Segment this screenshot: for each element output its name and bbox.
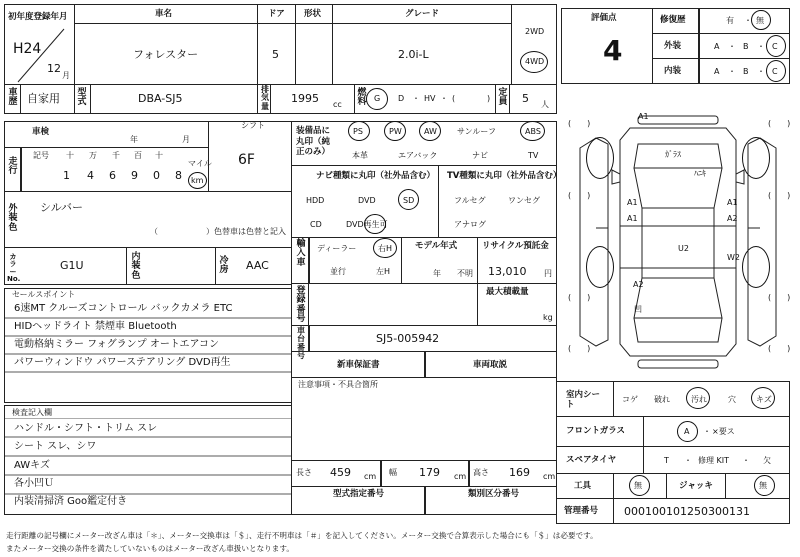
aircon-value: AAC: [246, 259, 269, 272]
import-dealer: ディーラー: [317, 244, 357, 253]
jack-value: 無: [759, 481, 767, 490]
drive-2wd: 2WD: [525, 27, 545, 36]
car-label: 車名: [155, 9, 173, 19]
diagram-mark-left-a1b: A1: [627, 214, 638, 223]
seat-tear: 破れ: [654, 395, 670, 404]
displacement-unit: cc: [333, 100, 342, 109]
int-dot2: ・: [757, 67, 765, 76]
ext-a: A: [714, 42, 720, 51]
diagram-mark-rear-a2: A2: [633, 280, 644, 289]
diagram-mark-front-a1: A1: [638, 112, 649, 121]
navi-cd: CD: [310, 220, 322, 229]
size-height-unit: cm: [543, 472, 556, 481]
inspection-year: 年: [130, 135, 138, 144]
inspector-label: 検査記入欄: [12, 408, 52, 417]
glass-replace: ×要ス: [712, 427, 735, 436]
color-cell: [4, 191, 292, 248]
diagram-mark-hk: ﾊﾆｷ: [694, 169, 706, 178]
drive-4wd: 4WD: [525, 57, 545, 66]
score-label: 評価点: [591, 13, 617, 23]
colorno-label: カラーNo.: [7, 253, 21, 284]
usage-value: 自家用: [27, 92, 60, 105]
int-c: C: [772, 67, 778, 76]
repair-label: 修復歴: [660, 15, 686, 25]
equip-airbag: エアバック: [398, 151, 438, 160]
tv-oneseg: ワンセグ: [508, 196, 540, 205]
capacity-label: 定員: [498, 88, 508, 108]
aircon-label: 冷房: [219, 256, 229, 276]
seat-dirt: 汚れ: [691, 395, 707, 404]
fuel-label: 燃料: [357, 88, 367, 108]
regno-label: 登録番号: [296, 286, 306, 325]
tv-label: TV種類に丸印（社外品含む）: [447, 171, 562, 181]
shift-label: シフト: [241, 121, 265, 130]
diagram-mark-w2: W2: [727, 253, 740, 262]
interior-color-label: 内装色: [131, 252, 141, 281]
diagram-mark-right-a1: A1: [727, 198, 738, 207]
inspection-label: 車検: [32, 127, 50, 137]
warranty-new: 新車保証書: [337, 360, 380, 370]
ext-c: C: [772, 42, 778, 51]
size-height-label: 高さ: [473, 468, 489, 477]
inspector-line-4: 各小凹Ｕ: [14, 478, 54, 489]
int-a: A: [714, 67, 720, 76]
notes-cell: [291, 377, 557, 461]
seat-label: 室内シート: [566, 390, 601, 411]
model-year-label: モデル年式: [415, 241, 458, 251]
diagram-mark-glass: ｶﾞﾗｽ: [665, 150, 681, 159]
capacity-unit: 人: [541, 100, 549, 109]
mileage-digit-6: 8: [175, 169, 182, 182]
equipment-label: 装備品に丸印（純正のみ）: [296, 126, 331, 158]
navi-dvdplay: DVD再生可: [346, 220, 388, 229]
size-width-unit: cm: [454, 472, 467, 481]
max-load-unit: kg: [543, 313, 553, 322]
seat-hole: 穴: [728, 395, 736, 404]
frame-value: SJ5-005942: [376, 332, 440, 345]
mileage-unit: km: [191, 176, 204, 185]
color-value: シルバー: [40, 201, 83, 214]
model-label: 型式: [77, 88, 87, 108]
recycle-label: リサイクル預託金: [482, 241, 549, 251]
repair-no: 無: [756, 16, 764, 25]
wheel-rear-left: [586, 246, 614, 288]
mileage-digit-3: 6: [109, 169, 116, 182]
navi-dvd: DVD: [358, 196, 376, 205]
fuel-d: D: [398, 94, 405, 103]
door-label: ドア: [268, 9, 285, 19]
model-year-year: 年: [433, 269, 441, 278]
capacity-value: 5: [522, 92, 529, 105]
recycle-unit: 円: [544, 269, 552, 278]
equip-ps: PS: [353, 127, 363, 136]
footer-line-1: 走行距離の記号欄にメーター改ざん車は「＊」、メーター交換車は「＄」、走行不明車は「＃」を記入してください。メーター交換で合算表示した場合にも「＄」は必要です。: [6, 531, 598, 540]
glass-a: A: [684, 427, 690, 436]
colorno-value: G1U: [60, 259, 84, 272]
mileage-col-10k: 十: [66, 151, 74, 160]
diagram-mark-dent: 凹: [634, 305, 642, 314]
spare-dot1: ・: [684, 456, 692, 465]
size-length: 459: [330, 466, 351, 479]
equip-aw: AW: [424, 127, 437, 136]
reg-era-year: H24: [13, 41, 42, 57]
wheel-rear-right: [742, 246, 770, 288]
tools-value: 無: [634, 481, 642, 490]
spare-kit: 修理 KIT: [698, 456, 730, 465]
size-length-label: 長さ: [296, 468, 312, 477]
model-value: DBA-SJ5: [138, 92, 183, 105]
import-parallel: 並行: [330, 267, 346, 276]
score-value: 4: [603, 34, 623, 67]
wheel-front-right: [742, 137, 770, 179]
mileage-col-juu: 十: [155, 151, 163, 160]
displacement-value: 1995: [291, 92, 319, 105]
equip-abs: ABS: [525, 127, 541, 136]
seat-burn: コゲ: [622, 395, 638, 404]
spare-dot2: ・: [742, 456, 750, 465]
fuel-paren-open: (: [452, 94, 456, 103]
size-length-unit: cm: [364, 472, 377, 481]
equip-navi: ナビ: [472, 151, 488, 160]
color-label: 外装色: [8, 204, 18, 233]
repair-dot: ・: [744, 16, 752, 25]
mileage-col-sen: 千: [112, 151, 120, 160]
diagram-paren-5: ( ): [568, 293, 591, 302]
diagram-mark-left-a1: A1: [627, 198, 638, 207]
notes-label: 注意事項・不具合箇所: [298, 380, 378, 389]
inspection-month: 月: [182, 135, 190, 144]
glass-label: フロントガラス: [566, 426, 625, 436]
ext-dot2: ・: [757, 42, 765, 51]
spare-label: スペアタイヤ: [566, 455, 617, 465]
inspector-line-2: シート スレ、シワ: [14, 441, 97, 452]
usage-label: 車歴: [8, 88, 18, 108]
navi-hdd: HDD: [306, 196, 325, 205]
size-width: 179: [419, 466, 440, 479]
displacement-label: 排気量: [261, 85, 269, 111]
glass-dot: ・: [703, 427, 711, 436]
equip-pw: PW: [389, 127, 402, 136]
typespec-label: 型式指定番号: [333, 489, 385, 499]
size-height: 169: [509, 466, 530, 479]
navi-label: ナビ種類に丸印（社外品含む）: [316, 171, 436, 181]
mileage-label: 走行: [8, 157, 18, 177]
frame-label: 車台番号: [297, 326, 305, 361]
sales-label: セールスポイント: [12, 290, 76, 299]
mileage-col-man: 万: [89, 151, 97, 160]
mileage-col-mile: マイル: [188, 159, 212, 168]
diagram-paren-7: ( ): [568, 344, 591, 353]
reg-month: 12: [47, 62, 61, 75]
footer-line-2: またメーター交換の条件を満たしていないものはメーター改ざん車扱いとなります。: [6, 544, 294, 553]
fuel-hv: HV: [424, 94, 436, 103]
jack-label: ジャッキ: [679, 481, 713, 491]
tools-label: 工具: [574, 481, 592, 491]
sales-line-4: パワーウィンドウ パワーステアリング DVD再生: [14, 357, 231, 368]
car-name: フォレスター: [133, 48, 199, 61]
model-year-unknown: 不明: [457, 269, 473, 278]
int-label: 内装: [664, 66, 682, 76]
diagram-mark-right-a2: A2: [727, 214, 738, 223]
mileage-digit-5: 0: [153, 169, 160, 182]
grade-label: グレード: [405, 9, 440, 19]
int-dot1: ・: [728, 67, 736, 76]
recycle-value: 13,010: [488, 265, 527, 278]
mgmt-label: 管理番号: [564, 506, 599, 516]
category-label: 類別区分番号: [468, 489, 520, 499]
mileage-col-sym: 記号: [33, 151, 49, 160]
grade-value: 2.0i-L: [398, 48, 429, 61]
equip-tv: TV: [528, 151, 539, 160]
mileage-digit-4: 9: [131, 169, 138, 182]
ext-b: B: [743, 42, 749, 51]
sales-lines: [4, 300, 292, 400]
warranty-manual: 車両取説: [473, 360, 508, 370]
spare-none: 欠: [763, 456, 771, 465]
tv-analog: アナログ: [454, 220, 486, 229]
equip-leather: 本革: [352, 151, 368, 160]
ext-label: 外装: [664, 41, 682, 51]
repair-yes: 有: [726, 16, 734, 25]
door-value: 5: [272, 48, 279, 61]
shape-label: 形状: [304, 9, 322, 19]
navi-sd: SD: [403, 196, 415, 205]
diagram-paren-3: ( ): [568, 191, 591, 200]
int-b: B: [743, 67, 749, 76]
inspector-line-3: AWキズ: [14, 460, 50, 471]
import-rh: 右H: [378, 244, 393, 253]
reg-label: 初年度登録年月: [8, 12, 68, 22]
inspector-line-1: ハンドル・シフト・トリム スレ: [14, 423, 158, 434]
mileage-digit-2: 4: [87, 169, 94, 182]
diagram-paren-4: ( ): [768, 191, 791, 200]
diagram-paren-2: ( ): [768, 119, 791, 128]
spare-t: T: [664, 456, 669, 465]
sales-line-3: 電動格納ミラー フォグランプ オートエアコン: [14, 339, 219, 350]
sales-line-1: 6速MT クルーズコントロール バックカメラ ETC: [14, 303, 233, 314]
tv-fullseg: フルセグ: [454, 196, 486, 205]
diagram-paren-6: ( ): [768, 293, 791, 302]
diagram-paren-8: ( ): [768, 344, 791, 353]
import-label: 輸入車: [296, 239, 306, 268]
mgmt-value: 000100101250300131: [624, 505, 750, 518]
sales-line-2: HIDヘッドライト 禁煙車 Bluetooth: [14, 321, 177, 332]
inspector-line-5: 内装清掃済 Goo鑑定付き: [14, 496, 128, 507]
diagram-mark-u2: U2: [678, 244, 689, 253]
diagram-paren-1: ( ): [568, 119, 591, 128]
seat-scratch: キズ: [756, 395, 772, 404]
shift-value: 6F: [238, 152, 255, 168]
ext-dot1: ・: [728, 42, 736, 51]
max-load-label: 最大積載量: [486, 287, 529, 297]
import-lh: 左H: [376, 267, 391, 276]
mileage-col-hyaku: 百: [134, 151, 142, 160]
fuel-g: G: [374, 94, 381, 103]
fuel-dot: ・: [412, 94, 420, 103]
color-note: （ ）色替車は色替と記入: [150, 227, 286, 236]
wheel-front-left: [586, 137, 614, 179]
mileage-digit-1: 1: [63, 169, 70, 182]
equip-sunroof: サンルーフ: [457, 127, 496, 136]
reg-month-unit: 月: [62, 71, 70, 80]
fuel-dot2: ・: [440, 94, 448, 103]
fuel-paren-close: ): [487, 94, 491, 103]
size-width-label: 幅: [389, 468, 397, 477]
